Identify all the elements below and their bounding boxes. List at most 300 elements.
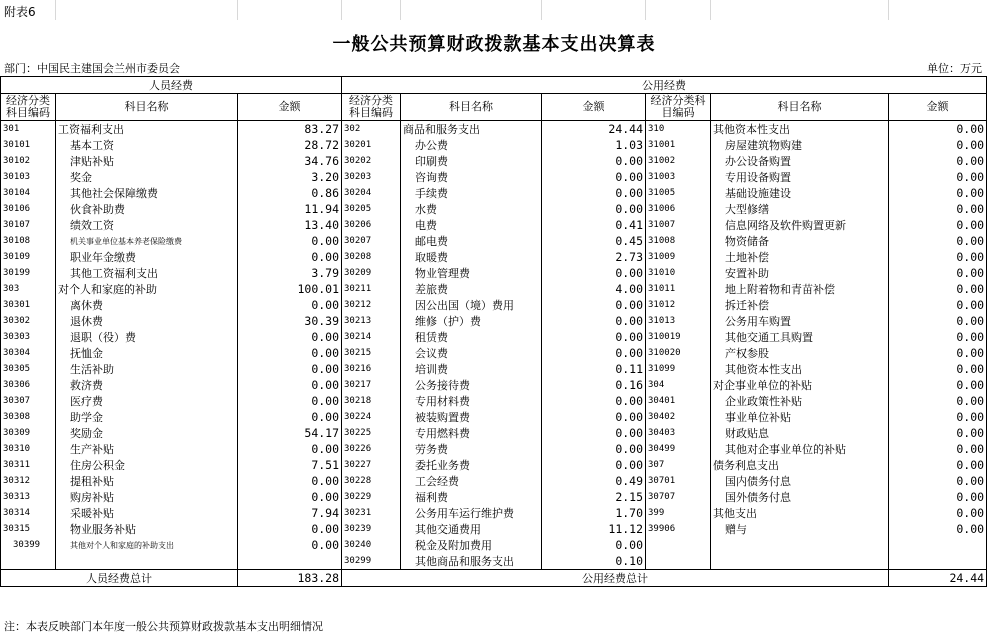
- table-row: [1, 393, 987, 409]
- code-cell: 30201: [342, 137, 401, 153]
- table-row: [1, 313, 987, 329]
- amount-cell: 0.00: [238, 441, 342, 457]
- code-cell: 30216: [342, 361, 401, 377]
- table-row: [1, 201, 987, 217]
- amount-cell: 0.00: [889, 425, 987, 441]
- amount-cell: 11.94: [238, 201, 342, 217]
- table-row: [1, 457, 987, 473]
- col-header-amount: 金额: [238, 94, 342, 121]
- code-cell: 31001: [646, 137, 711, 153]
- code-cell: 30104: [1, 185, 56, 201]
- public-total-label: 公用经费总计: [342, 570, 889, 587]
- amount-cell: 28.72: [238, 137, 342, 153]
- amount-cell: 0.00: [238, 297, 342, 313]
- code-cell: 31013: [646, 313, 711, 329]
- code-cell: 30204: [342, 185, 401, 201]
- name-cell: 办公费: [401, 137, 542, 153]
- code-cell: 30305: [1, 361, 56, 377]
- table-row: [1, 217, 987, 233]
- name-cell: 电费: [401, 217, 542, 233]
- code-cell: 31005: [646, 185, 711, 201]
- name-cell: 会议费: [401, 345, 542, 361]
- name-cell: 大型修缮: [711, 201, 889, 217]
- name-cell: 职业年金缴费: [56, 249, 238, 265]
- amount-cell: 0.00: [889, 361, 987, 377]
- table-row: [1, 169, 987, 185]
- code-cell: 31002: [646, 153, 711, 169]
- code-cell: 399: [646, 505, 711, 521]
- code-cell: 30303: [1, 329, 56, 345]
- name-cell: 退休费: [56, 313, 238, 329]
- code-cell: 30312: [1, 473, 56, 489]
- table-row: [1, 489, 987, 505]
- amount-cell: 0.00: [889, 345, 987, 361]
- amount-cell: 0.00: [238, 393, 342, 409]
- amount-cell: 0.00: [542, 313, 646, 329]
- amount-cell: 0.00: [238, 473, 342, 489]
- col-header-code: 经济分类科目编码: [342, 94, 401, 121]
- amount-cell: 13.40: [238, 217, 342, 233]
- code-cell: 30218: [342, 393, 401, 409]
- amount-cell: 0.00: [889, 457, 987, 473]
- table-row: [1, 473, 987, 489]
- footnote: 注：本表反映部门本年度一般公共预算财政拨款基本支出明细情况: [4, 620, 323, 633]
- amount-cell: 0.00: [238, 377, 342, 393]
- col-header-name: 科目名称: [56, 94, 238, 121]
- code-cell: 30215: [342, 345, 401, 361]
- unit-label: 单位：万元: [927, 62, 982, 75]
- code-cell: 30313: [1, 489, 56, 505]
- name-cell: 采暖补贴: [56, 505, 238, 521]
- table-row: [1, 537, 987, 553]
- amount-cell: 0.00: [542, 265, 646, 281]
- name-cell: 生活补助: [56, 361, 238, 377]
- name-cell: 商品和服务支出: [401, 121, 542, 138]
- name-cell: 其他支出: [711, 505, 889, 521]
- name-cell: 其他交通工具购置: [711, 329, 889, 345]
- name-cell: 其他社会保障缴费: [56, 185, 238, 201]
- amount-cell: 0.00: [238, 361, 342, 377]
- name-cell: 公务接待费: [401, 377, 542, 393]
- table-row: [1, 137, 987, 153]
- amount-cell: 0.00: [889, 121, 987, 138]
- amount-cell: 0.00: [889, 281, 987, 297]
- name-cell: 津贴补贴: [56, 153, 238, 169]
- name-cell: 因公出国（境）费用: [401, 297, 542, 313]
- code-cell: 30226: [342, 441, 401, 457]
- name-cell: 拆迁补偿: [711, 297, 889, 313]
- code-cell: 30240: [342, 537, 401, 553]
- col-header-amount: 金额: [542, 94, 646, 121]
- amount-cell: 0.00: [238, 249, 342, 265]
- code-cell: 30299: [342, 553, 401, 570]
- table-row: [1, 249, 987, 265]
- amount-cell: 0.00: [889, 313, 987, 329]
- code-cell: 30310: [1, 441, 56, 457]
- code-cell: 30103: [1, 169, 56, 185]
- name-cell: 安置补助: [711, 265, 889, 281]
- amount-cell: 0.41: [542, 217, 646, 233]
- amount-cell: 1.03: [542, 137, 646, 153]
- code-cell: 31007: [646, 217, 711, 233]
- name-cell: 邮电费: [401, 233, 542, 249]
- amount-cell: 34.76: [238, 153, 342, 169]
- personnel-total-label: 人员经费总计: [1, 570, 238, 587]
- code-cell: 31006: [646, 201, 711, 217]
- code-cell: 30229: [342, 489, 401, 505]
- code-cell: 30315: [1, 521, 56, 537]
- code-cell: 30217: [342, 377, 401, 393]
- code-cell: 30212: [342, 297, 401, 313]
- amount-cell: 0.45: [542, 233, 646, 249]
- amount-cell: 0.00: [889, 409, 987, 425]
- name-cell: 劳务费: [401, 441, 542, 457]
- name-cell: 福利费: [401, 489, 542, 505]
- code-cell: 30102: [1, 153, 56, 169]
- name-cell: 其他工资福利支出: [56, 265, 238, 281]
- code-cell: 310020: [646, 345, 711, 361]
- code-cell: 30707: [646, 489, 711, 505]
- code-cell: 310: [646, 121, 711, 138]
- code-cell: 31011: [646, 281, 711, 297]
- code-cell: 31010: [646, 265, 711, 281]
- name-cell: 咨询费: [401, 169, 542, 185]
- table-row: [1, 553, 987, 570]
- code-cell: 30208: [342, 249, 401, 265]
- code-cell: 31008: [646, 233, 711, 249]
- personnel-total-value: 183.28: [238, 570, 342, 587]
- name-cell: 地上附着物和青苗补偿: [711, 281, 889, 297]
- page-title: 一般公共预算财政拨款基本支出决算表: [332, 34, 656, 55]
- code-cell: 30301: [1, 297, 56, 313]
- name-cell: 水费: [401, 201, 542, 217]
- header-row-columns: [1, 94, 987, 121]
- amount-cell: [889, 537, 987, 553]
- code-cell: 30202: [342, 153, 401, 169]
- code-cell: 30239: [342, 521, 401, 537]
- amount-cell: 0.00: [889, 521, 987, 537]
- name-cell: 离休费: [56, 297, 238, 313]
- amount-cell: 0.00: [542, 393, 646, 409]
- code-cell: 30308: [1, 409, 56, 425]
- code-cell: 304: [646, 377, 711, 393]
- amount-cell: [889, 553, 987, 570]
- amount-cell: 0.00: [238, 345, 342, 361]
- header-row-groups: [1, 77, 987, 94]
- code-cell: 30302: [1, 313, 56, 329]
- name-cell: 办公设备购置: [711, 153, 889, 169]
- table-row: [1, 233, 987, 249]
- name-cell: [56, 553, 238, 570]
- name-cell: 住房公积金: [56, 457, 238, 473]
- name-cell: 专用燃料费: [401, 425, 542, 441]
- name-cell: 专用材料费: [401, 393, 542, 409]
- code-cell: 30205: [342, 201, 401, 217]
- table-row: [1, 265, 987, 281]
- name-cell: 国内债务付息: [711, 473, 889, 489]
- amount-cell: [238, 553, 342, 570]
- table-row: [1, 409, 987, 425]
- code-cell: 30224: [342, 409, 401, 425]
- code-cell: 30311: [1, 457, 56, 473]
- table-row: [1, 505, 987, 521]
- amount-cell: 0.00: [542, 345, 646, 361]
- name-cell: 土地补偿: [711, 249, 889, 265]
- amount-cell: 0.00: [542, 409, 646, 425]
- code-cell: 30101: [1, 137, 56, 153]
- table-row: [1, 281, 987, 297]
- code-cell: 30209: [342, 265, 401, 281]
- name-cell: 培训费: [401, 361, 542, 377]
- code-cell: 30214: [342, 329, 401, 345]
- name-cell: 救济费: [56, 377, 238, 393]
- name-cell: 机关事业单位基本养老保险缴费: [56, 233, 238, 249]
- table-row: [1, 361, 987, 377]
- amount-cell: 0.16: [542, 377, 646, 393]
- amount-cell: 0.00: [238, 537, 342, 553]
- code-cell: 39906: [646, 521, 711, 537]
- amount-cell: 0.00: [889, 169, 987, 185]
- amount-cell: 0.00: [889, 393, 987, 409]
- name-cell: 印刷费: [401, 153, 542, 169]
- code-cell: 30106: [1, 201, 56, 217]
- name-cell: 财政贴息: [711, 425, 889, 441]
- code-cell: 30203: [342, 169, 401, 185]
- amount-cell: 0.00: [889, 265, 987, 281]
- code-cell: [646, 553, 711, 570]
- amount-cell: 11.12: [542, 521, 646, 537]
- amount-cell: 0.00: [542, 153, 646, 169]
- table-body: [1, 121, 987, 570]
- amount-cell: 30.39: [238, 313, 342, 329]
- amount-cell: 0.00: [889, 137, 987, 153]
- code-cell: 30403: [646, 425, 711, 441]
- table-row: [1, 425, 987, 441]
- code-cell: 30231: [342, 505, 401, 521]
- amount-cell: 2.15: [542, 489, 646, 505]
- amount-cell: 7.94: [238, 505, 342, 521]
- code-cell: 30199: [1, 265, 56, 281]
- name-cell: 其他资本性支出: [711, 121, 889, 138]
- code-cell: 30227: [342, 457, 401, 473]
- table-row: [1, 521, 987, 537]
- name-cell: 公务用车运行维护费: [401, 505, 542, 521]
- name-cell: 公务用车购置: [711, 313, 889, 329]
- public-total-value: 24.44: [889, 570, 987, 587]
- name-cell: 企业政策性补贴: [711, 393, 889, 409]
- code-cell: 31099: [646, 361, 711, 377]
- code-cell: 30211: [342, 281, 401, 297]
- name-cell: 维修（护）费: [401, 313, 542, 329]
- code-cell: 30499: [646, 441, 711, 457]
- table-row: [1, 345, 987, 361]
- amount-cell: 0.00: [542, 297, 646, 313]
- code-cell: 30225: [342, 425, 401, 441]
- code-cell: 30206: [342, 217, 401, 233]
- name-cell: 赠与: [711, 521, 889, 537]
- name-cell: 绩效工资: [56, 217, 238, 233]
- name-cell: 其他商品和服务支出: [401, 553, 542, 570]
- name-cell: 其他资本性支出: [711, 361, 889, 377]
- code-cell: 30228: [342, 473, 401, 489]
- code-cell: 301: [1, 121, 56, 138]
- name-cell: 房屋建筑物购建: [711, 137, 889, 153]
- amount-cell: 0.00: [889, 489, 987, 505]
- name-cell: 债务利息支出: [711, 457, 889, 473]
- name-cell: 退职（役）费: [56, 329, 238, 345]
- table-row: [1, 153, 987, 169]
- name-cell: 工会经费: [401, 473, 542, 489]
- code-cell: 303: [1, 281, 56, 297]
- amount-cell: 24.44: [542, 121, 646, 138]
- amount-cell: 0.00: [542, 329, 646, 345]
- name-cell: 产权参股: [711, 345, 889, 361]
- name-cell: [711, 553, 889, 570]
- amount-cell: 0.00: [542, 537, 646, 553]
- amount-cell: 7.51: [238, 457, 342, 473]
- amount-cell: 0.10: [542, 553, 646, 570]
- col-header-name: 科目名称: [401, 94, 542, 121]
- amount-cell: 3.20: [238, 169, 342, 185]
- name-cell: 被装购置费: [401, 409, 542, 425]
- amount-cell: 1.70: [542, 505, 646, 521]
- table-row: [1, 329, 987, 345]
- table-row: [1, 121, 987, 138]
- amount-cell: 3.79: [238, 265, 342, 281]
- name-cell: 专用设备购置: [711, 169, 889, 185]
- name-cell: 差旅费: [401, 281, 542, 297]
- amount-cell: 0.00: [889, 505, 987, 521]
- name-cell: 基本工资: [56, 137, 238, 153]
- name-cell: 奖励金: [56, 425, 238, 441]
- name-cell: 物业服务补贴: [56, 521, 238, 537]
- col-header-amount: 金额: [889, 94, 987, 121]
- name-cell: 税金及附加费用: [401, 537, 542, 553]
- code-cell: 31003: [646, 169, 711, 185]
- code-cell: 30107: [1, 217, 56, 233]
- code-cell: 30314: [1, 505, 56, 521]
- name-cell: 伙食补助费: [56, 201, 238, 217]
- name-cell: 信息网络及软件购置更新: [711, 217, 889, 233]
- name-cell: 事业单位补贴: [711, 409, 889, 425]
- amount-cell: 0.00: [238, 233, 342, 249]
- amount-cell: 0.00: [889, 233, 987, 249]
- code-cell: 30109: [1, 249, 56, 265]
- code-cell: 30306: [1, 377, 56, 393]
- amount-cell: 0.00: [542, 425, 646, 441]
- amount-cell: 0.00: [238, 489, 342, 505]
- code-cell: 310019: [646, 329, 711, 345]
- col-header-code: 经济分类科目编码: [646, 94, 711, 121]
- code-cell: 307: [646, 457, 711, 473]
- name-cell: 其他对企事业单位的补贴: [711, 441, 889, 457]
- code-cell: 30399: [1, 537, 56, 553]
- amount-cell: 0.00: [889, 185, 987, 201]
- code-cell: [1, 553, 56, 570]
- amount-cell: 0.86: [238, 185, 342, 201]
- code-cell: 30304: [1, 345, 56, 361]
- amount-cell: 0.00: [542, 201, 646, 217]
- name-cell: 购房补贴: [56, 489, 238, 505]
- amount-cell: 0.00: [238, 521, 342, 537]
- spreadsheet-gridlines: [0, 0, 988, 20]
- totals-row: [1, 570, 987, 587]
- amount-cell: 0.00: [889, 441, 987, 457]
- code-cell: 30701: [646, 473, 711, 489]
- code-cell: 302: [342, 121, 401, 138]
- name-cell: 基础设施建设: [711, 185, 889, 201]
- table-row: [1, 297, 987, 313]
- amount-cell: 0.00: [542, 457, 646, 473]
- amount-cell: 4.00: [542, 281, 646, 297]
- table-row: [1, 441, 987, 457]
- col-header-name: 科目名称: [711, 94, 889, 121]
- code-cell: 30402: [646, 409, 711, 425]
- name-cell: 委托业务费: [401, 457, 542, 473]
- amount-cell: 0.00: [542, 185, 646, 201]
- name-cell: 工资福利支出: [56, 121, 238, 138]
- appendix-label: 附表6: [4, 5, 36, 19]
- name-cell: 其他交通费用: [401, 521, 542, 537]
- name-cell: 其他对个人和家庭的补助支出: [56, 537, 238, 553]
- name-cell: 提租补贴: [56, 473, 238, 489]
- amount-cell: 0.00: [889, 473, 987, 489]
- code-cell: 30207: [342, 233, 401, 249]
- name-cell: 助学金: [56, 409, 238, 425]
- personnel-header: 人员经费: [1, 77, 342, 94]
- amount-cell: 0.00: [542, 169, 646, 185]
- amount-cell: 0.00: [889, 249, 987, 265]
- amount-cell: 100.01: [238, 281, 342, 297]
- code-cell: 31009: [646, 249, 711, 265]
- name-cell: 奖金: [56, 169, 238, 185]
- amount-cell: 0.49: [542, 473, 646, 489]
- code-cell: 30307: [1, 393, 56, 409]
- code-cell: 30401: [646, 393, 711, 409]
- col-header-code: 经济分类科目编码: [1, 94, 56, 121]
- name-cell: 取暖费: [401, 249, 542, 265]
- name-cell: 对企事业单位的补贴: [711, 377, 889, 393]
- name-cell: 医疗费: [56, 393, 238, 409]
- name-cell: 国外债务付息: [711, 489, 889, 505]
- amount-cell: 0.11: [542, 361, 646, 377]
- public-header: 公用经费: [342, 77, 987, 94]
- department-label: 部门：中国民主建国会兰州市委员会: [4, 62, 180, 75]
- amount-cell: 83.27: [238, 121, 342, 138]
- amount-cell: 0.00: [889, 201, 987, 217]
- table-row: [1, 185, 987, 201]
- amount-cell: 0.00: [542, 441, 646, 457]
- name-cell: 抚恤金: [56, 345, 238, 361]
- amount-cell: 2.73: [542, 249, 646, 265]
- name-cell: 物业管理费: [401, 265, 542, 281]
- amount-cell: 0.00: [238, 329, 342, 345]
- name-cell: 物资储备: [711, 233, 889, 249]
- code-cell: 30309: [1, 425, 56, 441]
- name-cell: 手续费: [401, 185, 542, 201]
- expenditure-table: [0, 76, 987, 587]
- amount-cell: 54.17: [238, 425, 342, 441]
- name-cell: 租赁费: [401, 329, 542, 345]
- amount-cell: 0.00: [889, 377, 987, 393]
- code-cell: [646, 537, 711, 553]
- code-cell: 30108: [1, 233, 56, 249]
- amount-cell: 0.00: [889, 297, 987, 313]
- code-cell: 31012: [646, 297, 711, 313]
- code-cell: 30213: [342, 313, 401, 329]
- amount-cell: 0.00: [238, 409, 342, 425]
- name-cell: 对个人和家庭的补助: [56, 281, 238, 297]
